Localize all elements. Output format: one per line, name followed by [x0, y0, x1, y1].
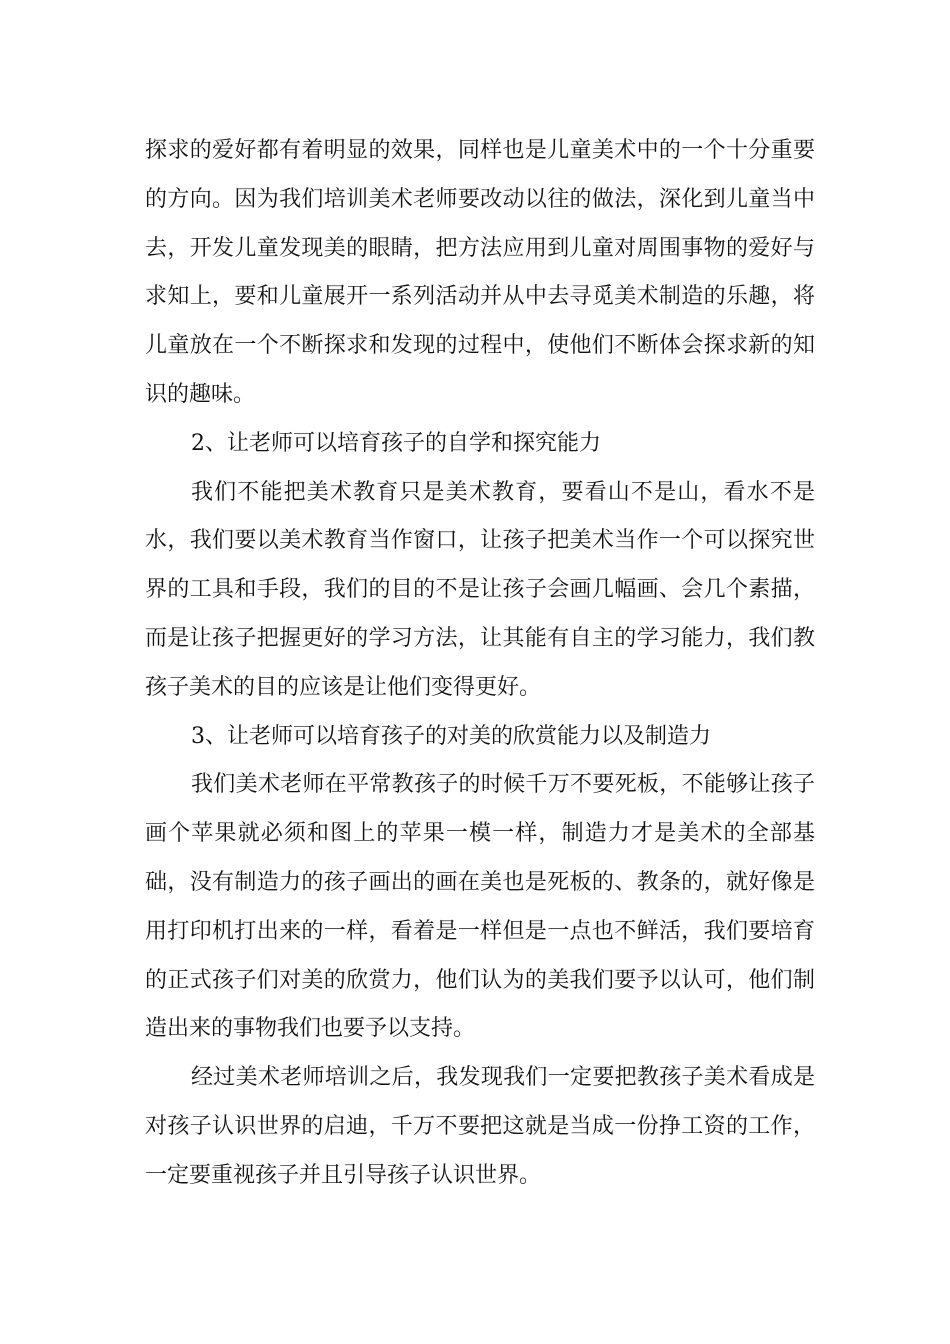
document-body	[145, 127, 815, 1201]
paragraph-creativity: 我们美术老师在平常教孩子的时候千万不要死板，不能够让孩子画个苹果就必须和图上的苹果一模一样，制造力才是美术的全部基础，没有制造力的孩子画出的画在美也是死板的、教条的，就好像是用打印机打出来的一样，看着是一样但是一点也不鲜活，我们要培育的正式孩子们对美的欣赏力，他们认为的美我们要予以认可，他们制造出来的事物我们也要予以支持。	[145, 772, 815, 1042]
section-heading-3: 3、让老师可以培育孩子的对美的欣赏能力以及制造力	[191, 723, 711, 749]
paragraph-intro-continuation: 探求的爱好都有着明显的效果，同样也是儿童美术中的一个十分重要的方向。因为我们培训美术老师要改动以往的做法，深化到儿童当中去，开发儿童发现美的眼睛，把方法应用到儿童对周围事物的爱好与求知上，要和儿童展开一系列活动并从中去寻觅美术制造的乐趣，将儿童放在一个不断探求和发现的过程中，使他们不断体会探求新的知识的趣味。	[145, 138, 815, 407]
paragraph-self-learning: 我们不能把美术教育只是美术教育，要看山不是山，看水不是水，我们要以美术教育当作窗口，让孩子把美术当作一个可以探究世界的工具和手段，我们的目的不是让孩子会画几幅画、会几个素描，而是让孩子把握更好的学习方法，让其能有自主的学习能力，我们教孩子美术的目的应该是让他们变得更好。	[145, 479, 815, 700]
section-heading-2: 2、让老师可以培育孩子的自学和探究能力	[191, 430, 601, 456]
paragraph-conclusion: 经过美术老师培训之后，我发现我们一定要把教孩子美术看成是对孩子认识世界的启迪，千万不要把这就是当成一份挣工资的工作，一定要重视孩子并且引导孩子认识世界。	[145, 1065, 815, 1188]
